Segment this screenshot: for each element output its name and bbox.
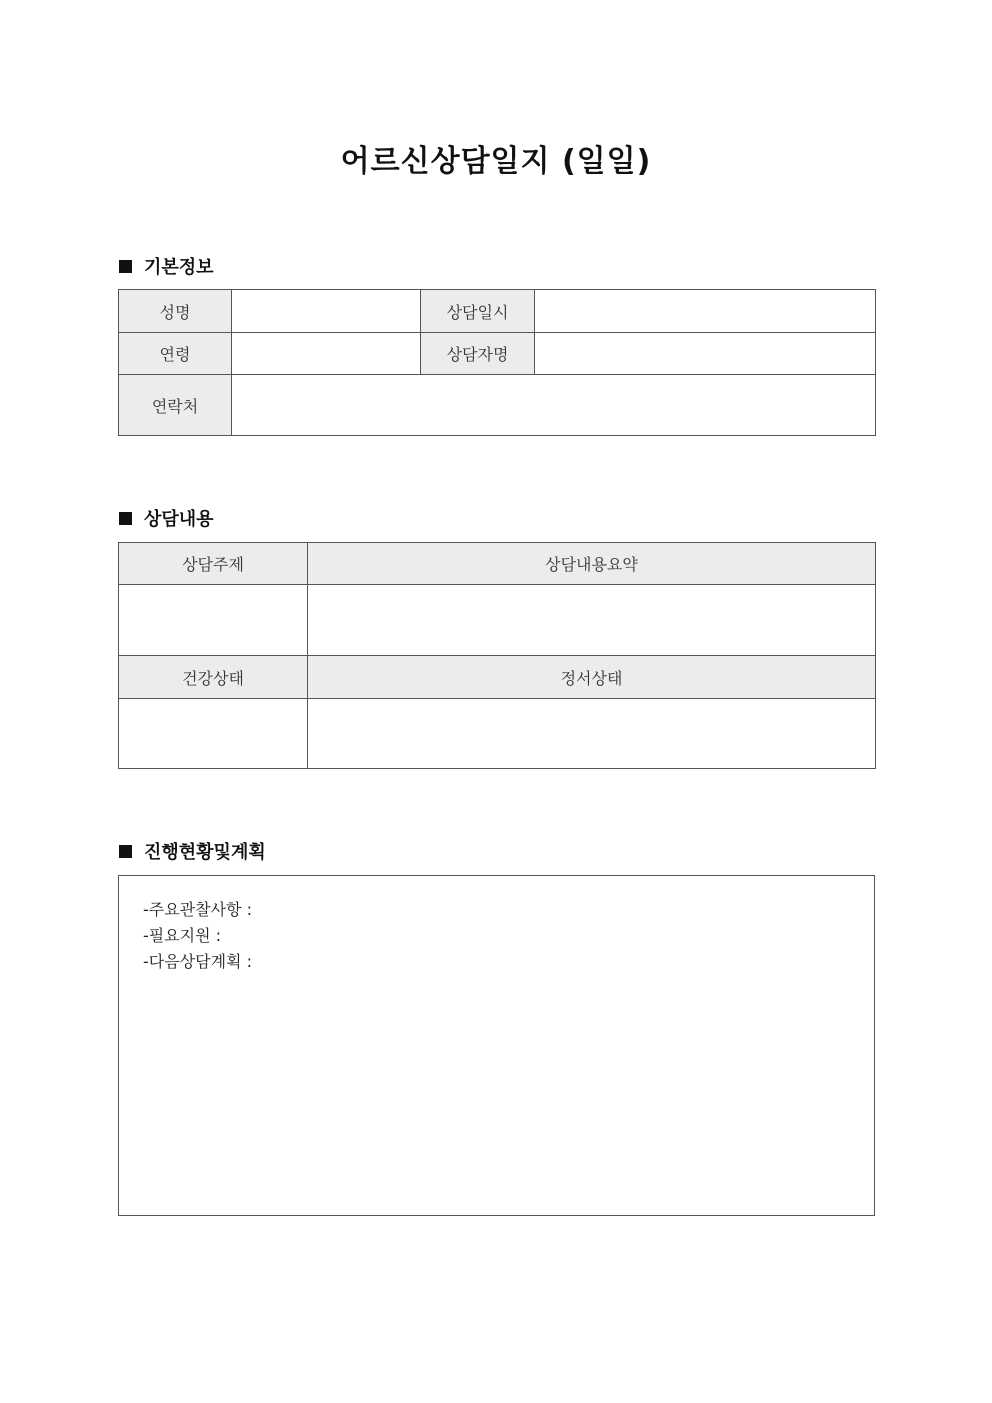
contact-field[interactable] bbox=[232, 375, 876, 436]
counselor-field[interactable] bbox=[535, 333, 876, 375]
square-bullet-icon bbox=[119, 845, 132, 858]
emotion-label: 정서상태 bbox=[308, 656, 876, 699]
progress-plan-lines bbox=[143, 897, 252, 975]
table-row bbox=[119, 543, 876, 585]
age-field[interactable] bbox=[232, 333, 421, 375]
counseling-heading-label: 상담내용 bbox=[144, 509, 214, 530]
page-title: 어르신상담일지 (일일) bbox=[340, 144, 652, 179]
table-row bbox=[119, 375, 876, 436]
basic-info-heading-label: 기본정보 bbox=[144, 257, 214, 278]
table-row bbox=[119, 333, 876, 375]
progress-heading bbox=[119, 838, 266, 864]
support-line: -필요지원 : bbox=[143, 926, 222, 945]
basic-info-table bbox=[118, 289, 876, 436]
basic-info-heading bbox=[119, 253, 214, 279]
counselor-label: 상담자명 bbox=[421, 333, 535, 375]
topic-field[interactable] bbox=[119, 585, 308, 656]
age-label: 연령 bbox=[119, 333, 232, 375]
next-plan-line: -다음상담계획 : bbox=[143, 952, 252, 971]
table-row bbox=[119, 585, 876, 656]
progress-heading-label: 진행현황및계획 bbox=[144, 842, 266, 863]
health-field[interactable] bbox=[119, 699, 308, 769]
progress-plan-box[interactable] bbox=[118, 875, 875, 1216]
summary-field[interactable] bbox=[308, 585, 876, 656]
observation-line: -주요관찰사항 : bbox=[143, 900, 252, 919]
name-field[interactable] bbox=[232, 290, 421, 333]
contact-label: 연락처 bbox=[119, 375, 232, 436]
square-bullet-icon bbox=[119, 512, 132, 525]
table-row bbox=[119, 699, 876, 769]
summary-label: 상담내용요약 bbox=[308, 543, 876, 585]
counseling-table bbox=[118, 542, 876, 769]
emotion-field[interactable] bbox=[308, 699, 876, 769]
table-row bbox=[119, 290, 876, 333]
topic-label: 상담주제 bbox=[119, 543, 308, 585]
counseling-heading bbox=[119, 505, 214, 531]
date-field[interactable] bbox=[535, 290, 876, 333]
date-label: 상담일시 bbox=[421, 290, 535, 333]
health-label: 건강상태 bbox=[119, 656, 308, 699]
name-label: 성명 bbox=[119, 290, 232, 333]
square-bullet-icon bbox=[119, 260, 132, 273]
table-row bbox=[119, 656, 876, 699]
